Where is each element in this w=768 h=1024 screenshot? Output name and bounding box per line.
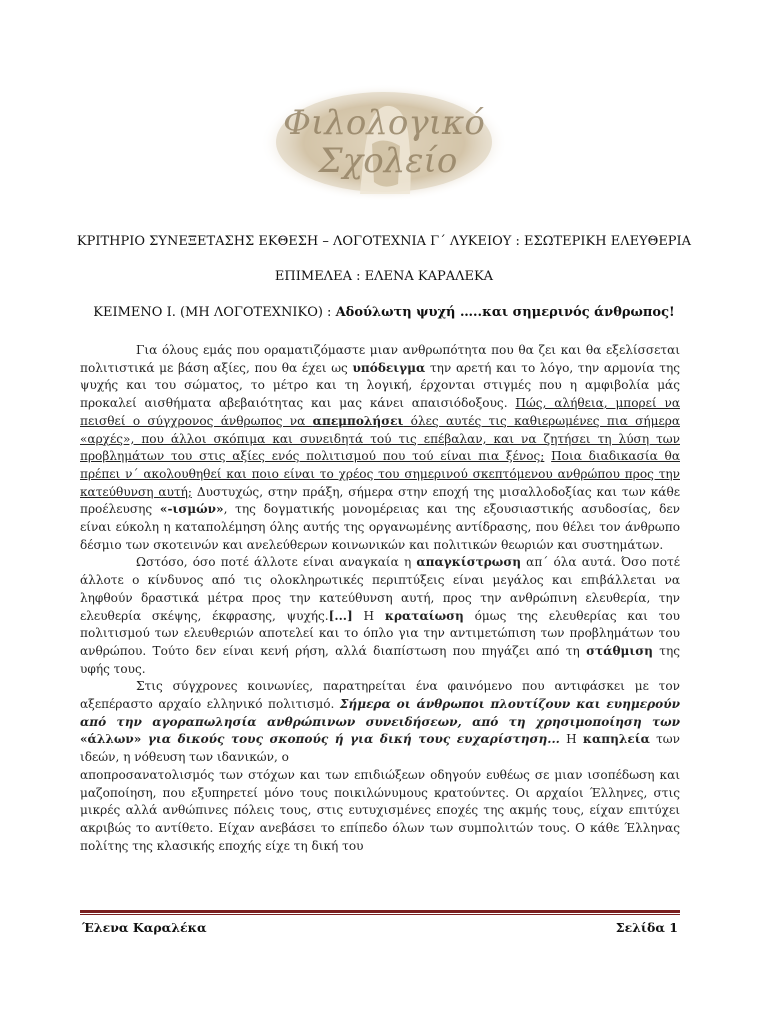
svg-text:Φιλολογικό: Φιλολογικό xyxy=(283,103,485,143)
text-title-label: ΚΕΙΜΕΝΟ Ι. (ΜΗ ΛΟΓΟΤΕΧΝΙΚΟ) : xyxy=(93,305,336,320)
text-title xyxy=(0,305,768,320)
footer-author: Έλενα Καραλέκα xyxy=(82,920,207,935)
philology-school-logo xyxy=(260,84,508,202)
paragraph-3: Στις σύγχρονες κοινωνίες, παρατηρείται ένα φαινόμενο που αντιφάσκει με τον αξεπέραστο αρχαίο ελληνικό πολιτισμό. Σήμερα οι άνθρωποι πλουτίζουν και ευημερούν από την αγοραπωλησία ανθρώπινων συνειδήσεων, από τη χρησιμοποίηση των «άλλων» για δικούς τους σκοπούς ή για δική τους ευχαρίστηση... Η καπηλεία των ιδεών, η νόθευση των ιδανικών, ο xyxy=(80,679,681,765)
text-title-subject: Αδούλωτη ψυχή …..και σημερινός άνθρωπος! xyxy=(335,305,675,320)
editor-line: ΕΠΙΜΕΛΕΑ : ΕΛΕΝΑ ΚΑΡΑΛΕΚΑ xyxy=(274,269,494,284)
main-text xyxy=(80,342,680,855)
footer-divider-thin xyxy=(80,914,680,915)
paragraph-2: Ωστόσο, όσο ποτέ άλλοτε είναι αναγκαία η απαγκίστρωση απ΄ όλα αυτά. Όσο ποτέ άλλοτε ο κίνδυνος από τις ολοκληρωτικές περιπτύξεις είναι μεγάλος και επιβάλλεται να ληφθούν δραστικά μέτρα προς την κατεύθυνση αυτή, προς την ανθρώπινη ελευθερία, την ελευθερία σκέψης, έκφρασης, ψυχής.[...] Η κραταίωση όμως της ελευθερίας και του πολιτισμού των ελευθεριών αποτελεί και το όπλο για την αντιμετώπιση των προβλημάτων του ανθρώπου. Τούτο δεν είναι κενή ρήση, αλλά διαπίστωση που πηγάζει από τη στάθμιση της υφής τους. xyxy=(80,555,680,676)
paragraph-1: Για όλους εμάς που οραματιζόμαστε μιαν ανθρωπότητα που θα ζει και θα εξελίσσεται πολιτιστικά με βάση αξίες, που θα έχει ως υπόδειγμα την αρετή και το λόγο, την αρμονία της ψυχής και του σώματος, το μέτρο και τη λογική, έρχονται στιγμές που η αμφιβολία μάς προκαλεί αισθήματα αβεβαιότητας και μας κάνει απαισιόδοξους. Πώς, αλήθεια, μπορεί να πεισθεί ο σύγχρονος άνθρωπος να απεμπολήσει όλες αυτές τις καθιερωμένες πια σήμερα «αρχές», που άλλοι σκόπιμα και συνειδητά τού τις επέβαλαν, και να ζητήσει τη λύση των προβλημάτων του στις αξίες ενός πολιτισμού που τού είναι πια ξένος; Ποια διαδικασία θα πρέπει ν΄ ακολουθηθεί και ποιο είναι το χρέος του σημερινού σκεπτόμενου ανθρώπου προς την κατεύθυνση αυτή; Δυστυχώς, στην πράξη, σήμερα στην εποχή της μισαλλοδοξίας και των κάθε προέλευσης «-ισμών», της δογματικής μονομέρειας και της εξουσιαστικής ασυδοσίας, δεν είναι εύκολη η καταπολέμηση όλης αυτής της οργανωμένης αντίδρασης, που θέλει τον άνθρωπο δέσμιο των σκοτεινών και ανελεύθερων κοινωνικών και πολιτικών θεωριών και συστημάτων. xyxy=(80,343,680,552)
paragraph-4: αποπροσανατολισμός των στόχων και των επιδιώξεων οδηγούν ευθέως σε μιαν ισοπέδωση και μαζοποίηση, που εξυπηρετεί μόνο τους ποικιλώνυμους κρατούντες. Οι αρχαίοι Έλληνες, στις μικρές αλλά ανθώπινες πόλεις τους, στις ευτυχισμένες εποχές της ακμής τους, είχαν επιτύχει ακριβώς το αντίθετο. Είχαν ανεβάσει το επίπεδο όλων των συμπολιτών τους. Ο κάθε Έλληνας πολίτης της κλασικής εποχής είχε τη δική του xyxy=(80,767,680,853)
svg-text:Σχολείο: Σχολείο xyxy=(318,141,458,181)
footer-divider xyxy=(80,910,680,913)
footer-page-number: Σελίδα 1 xyxy=(615,920,678,935)
document-title: ΚΡΙΤΗΡΙΟ ΣΥΝΕΞΕΤΑΣΗΣ ΕΚΘΕΣΗ – ΛΟΓΟΤΕΧΝΙΑ Γ΄ ΛΥΚΕΙΟΥ : ΕΣΩΤΕΡΙΚΗ ΕΛΕΥΘΕΡΙΑ xyxy=(76,234,692,249)
